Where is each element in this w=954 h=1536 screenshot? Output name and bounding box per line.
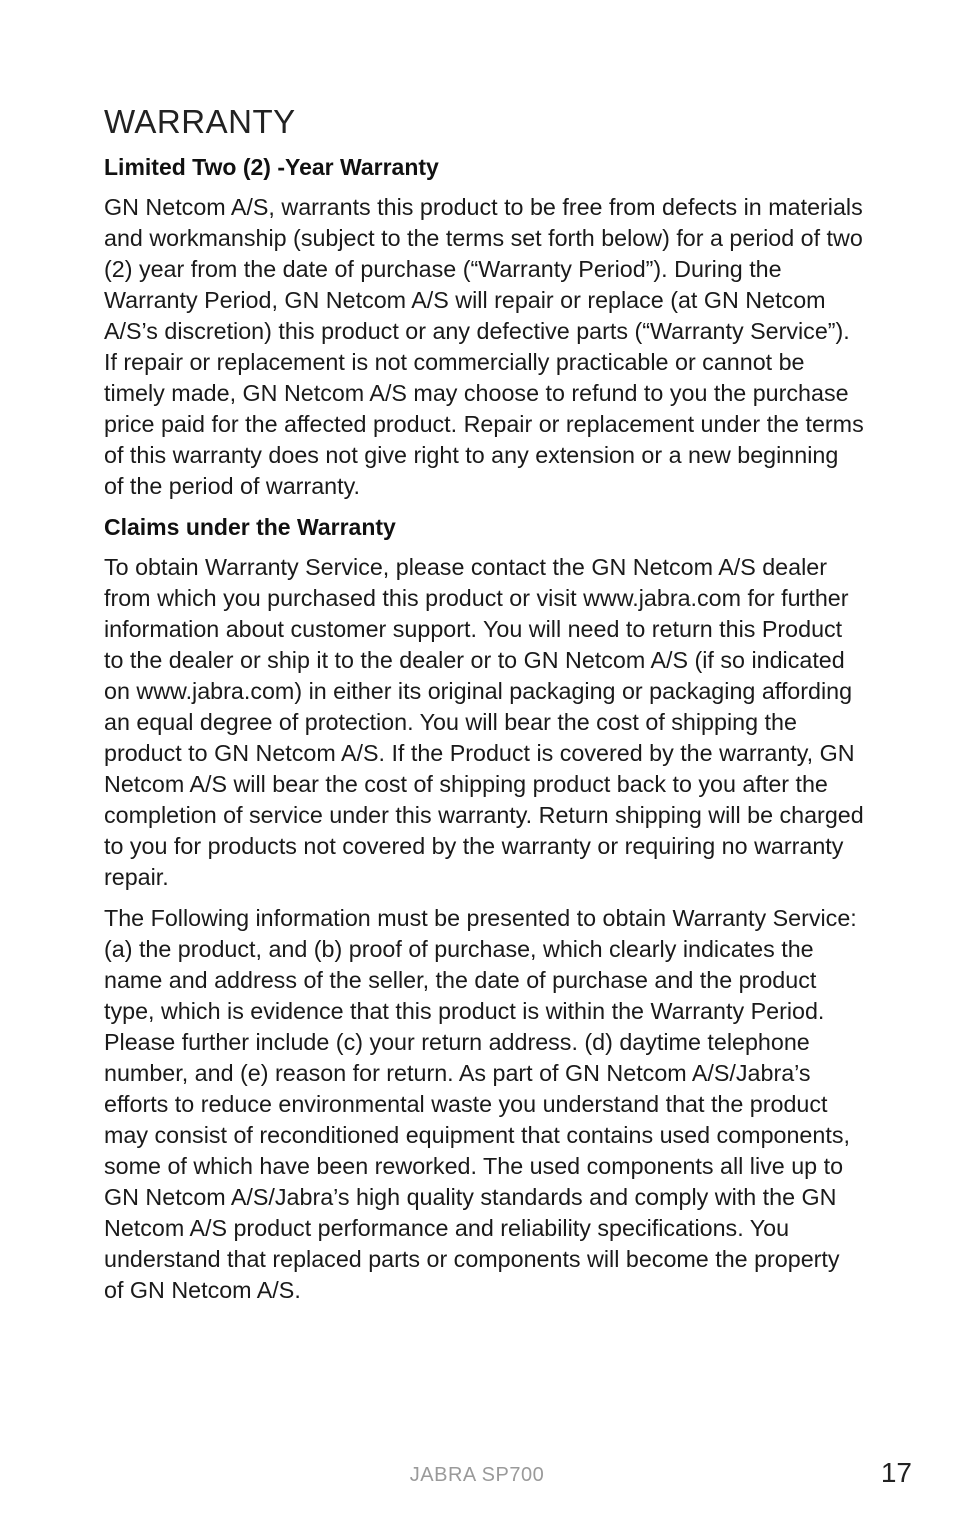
section-heading-claims: Claims under the Warranty — [104, 514, 396, 540]
document-page — [104, 100, 864, 1316]
page-number: 17 — [880, 1457, 912, 1488]
page-title: WARRANTY — [104, 103, 296, 140]
required-information-paragraph: The Following information must be presented to obtain Warranty Service: (a) the product, and (b) proof of purchase, which clearly indicates the name and address of the seller, the date of purchase and the product type, which is evidence that this product is within the Warranty Period. Please further include (c) your return address. (d) daytime telephone number, and (e) reason for return. As part of GN Netcom A/S/Jabra’s efforts to reduce environmental waste you understand that the product may consist of reconditioned equipment that contains used components, some of which have been reworked. The used components all live up to GN Netcom A/S/Jabra’s high quality standards and comply with the GN Netcom A/S product performance and reliability specifications. You understand that replaced parts or components will become the property of GN Netcom A/S. — [104, 905, 857, 1303]
section-heading-limited-warranty: Limited Two (2) -Year Warranty — [104, 154, 439, 180]
footer-product-name: JABRA SP700 — [409, 1464, 545, 1486]
warranty-paragraph: GN Netcom A/S, warrants this product to be free from defects in materials and workmanship (subject to the terms set forth below) for a period of two (2) year from the date of purchase (“Warranty Period”). During the Warranty Period, GN Netcom A/S will repair or replace (at GN Netcom A/S’s discretion) this product or any defective parts (“Warranty Service”). If repair or replacement is not commercially practicable or cannot be timely made, GN Netcom A/S may choose to refund to you the purchase price paid for the affected product. Repair or replacement under the terms of this warranty does not give right to any extension or a new beginning of the period of warranty. — [104, 194, 864, 499]
claims-paragraph: To obtain Warranty Service, please contact the GN Netcom A/S dealer from which you purchased this product or visit www.jabra.com for further information about customer support. You will need to return this Product to the dealer or ship it to the dealer or to GN Netcom A/S (if so indicated on www.jabra.com) in either its original packaging or packaging affording an equal degree of protection. You will bear the cost of shipping the product to GN Netcom A/S. If the Product is covered by the warranty, GN Netcom A/S will bear the cost of shipping product back to you after the completion of service under this warranty. Return shipping will be charged to you for products not covered by the warranty or requiring no warranty repair. — [104, 554, 864, 890]
